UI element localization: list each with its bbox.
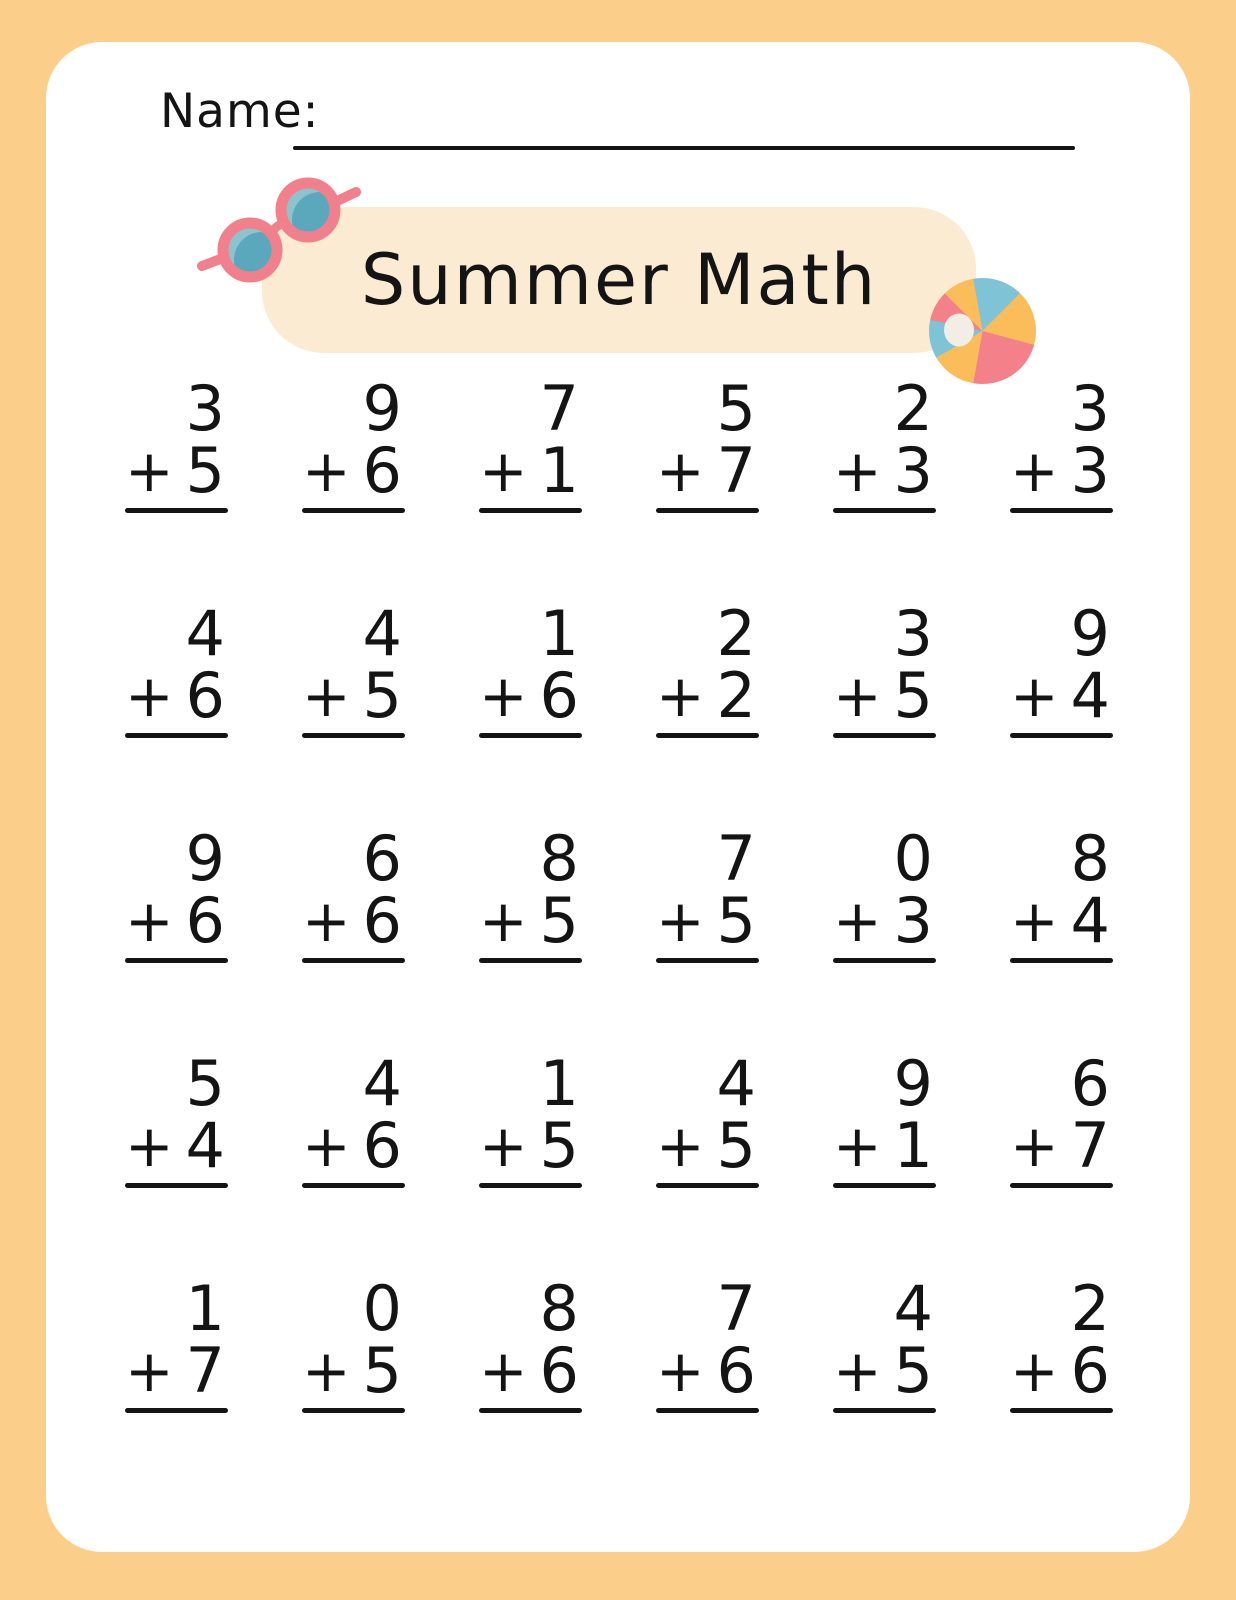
problem — [124, 597, 228, 830]
plus-sign: + — [1009, 887, 1059, 955]
bottom-addend: 5 — [716, 884, 756, 957]
plus-sign: + — [478, 1112, 528, 1180]
problem — [655, 1272, 759, 1505]
plus-sign: + — [655, 662, 705, 730]
answer-line — [302, 1408, 405, 1413]
answer-line — [833, 958, 936, 963]
problem — [124, 1047, 228, 1280]
answer-line — [1010, 958, 1113, 963]
problems-grid — [124, 372, 1113, 1505]
top-addend: 9 — [185, 822, 225, 895]
bottom-addend: 6 — [362, 884, 402, 957]
problem — [655, 1047, 759, 1280]
plus-sign: + — [1009, 437, 1059, 505]
problem — [832, 372, 936, 605]
bottom-addend: 5 — [893, 659, 933, 732]
page-title: Summer Math — [360, 239, 878, 321]
top-addend: 4 — [716, 1047, 756, 1120]
problem — [124, 1272, 228, 1505]
answer-line — [479, 958, 582, 963]
problem — [301, 822, 405, 1055]
answer-line — [656, 508, 759, 513]
plus-sign: + — [655, 1337, 705, 1405]
top-addend: 6 — [1070, 1047, 1110, 1120]
top-addend: 7 — [716, 1272, 756, 1345]
plus-sign: + — [301, 662, 351, 730]
plus-sign: + — [124, 437, 174, 505]
answer-line — [479, 508, 582, 513]
bottom-addend: 4 — [1070, 884, 1110, 957]
bottom-addend: 6 — [1070, 1334, 1110, 1407]
problem — [832, 1047, 936, 1280]
bottom-addend: 6 — [185, 659, 225, 732]
top-addend: 1 — [539, 597, 579, 670]
bottom-addend: 5 — [539, 884, 579, 957]
answer-line — [1010, 733, 1113, 738]
problem — [1009, 597, 1113, 830]
plus-sign: + — [124, 1112, 174, 1180]
problem — [478, 597, 582, 830]
top-addend: 4 — [893, 1272, 933, 1345]
plus-sign: + — [832, 437, 882, 505]
top-addend: 9 — [893, 1047, 933, 1120]
plus-sign: + — [478, 1337, 528, 1405]
bottom-addend: 5 — [539, 1109, 579, 1182]
top-addend: 3 — [893, 597, 933, 670]
bottom-addend: 6 — [539, 1334, 579, 1407]
top-addend: 5 — [716, 372, 756, 445]
answer-line — [833, 508, 936, 513]
top-addend: 1 — [539, 1047, 579, 1120]
top-addend: 7 — [539, 372, 579, 445]
problem — [1009, 1272, 1113, 1505]
plus-sign: + — [301, 887, 351, 955]
top-addend: 2 — [716, 597, 756, 670]
beach-ball-center — [944, 313, 974, 346]
problem — [655, 822, 759, 1055]
problem — [478, 822, 582, 1055]
bottom-addend: 1 — [539, 434, 579, 507]
sunglasses-icon — [178, 162, 383, 302]
bottom-addend: 6 — [185, 884, 225, 957]
top-addend: 8 — [539, 1272, 579, 1345]
top-addend: 3 — [1070, 372, 1110, 445]
top-addend: 7 — [716, 822, 756, 895]
plus-sign: + — [655, 887, 705, 955]
problem — [1009, 1047, 1113, 1280]
bottom-addend: 4 — [185, 1109, 225, 1182]
answer-line — [302, 508, 405, 513]
plus-sign: + — [832, 662, 882, 730]
beach-ball-icon — [929, 278, 1036, 384]
answer-line — [125, 733, 228, 738]
problem — [832, 597, 936, 830]
top-addend: 2 — [893, 372, 933, 445]
bottom-addend: 6 — [716, 1334, 756, 1407]
answer-line — [1010, 1408, 1113, 1413]
plus-sign: + — [301, 1337, 351, 1405]
plus-sign: + — [301, 1112, 351, 1180]
bottom-addend: 5 — [185, 434, 225, 507]
top-addend: 4 — [185, 597, 225, 670]
answer-line — [125, 1183, 228, 1188]
plus-sign: + — [478, 662, 528, 730]
plus-sign: + — [478, 437, 528, 505]
worksheet-page — [46, 42, 1190, 1552]
bottom-addend: 5 — [362, 659, 402, 732]
bottom-addend: 7 — [716, 434, 756, 507]
answer-line — [125, 958, 228, 963]
top-addend: 4 — [362, 1047, 402, 1120]
bottom-addend: 3 — [1070, 434, 1110, 507]
plus-sign: + — [655, 1112, 705, 1180]
top-addend: 5 — [185, 1047, 225, 1120]
bottom-addend: 3 — [893, 884, 933, 957]
top-addend: 0 — [893, 822, 933, 895]
plus-sign: + — [832, 1112, 882, 1180]
answer-line — [833, 1183, 936, 1188]
top-addend: 6 — [362, 822, 402, 895]
plus-sign: + — [1009, 1112, 1059, 1180]
problem — [655, 597, 759, 830]
answer-line — [656, 1408, 759, 1413]
bottom-addend: 5 — [893, 1334, 933, 1407]
problem — [1009, 372, 1113, 605]
problem — [832, 1272, 936, 1505]
problem — [124, 372, 228, 605]
plus-sign: + — [1009, 662, 1059, 730]
answer-line — [656, 733, 759, 738]
problem — [301, 1272, 405, 1505]
top-addend: 9 — [1070, 597, 1110, 670]
top-addend: 4 — [362, 597, 402, 670]
problem — [1009, 822, 1113, 1055]
top-addend: 2 — [1070, 1272, 1110, 1345]
answer-line — [1010, 508, 1113, 513]
problem — [478, 372, 582, 605]
answer-line — [125, 1408, 228, 1413]
top-addend: 9 — [362, 372, 402, 445]
top-addend: 0 — [362, 1272, 402, 1345]
problem — [301, 597, 405, 830]
top-addend: 8 — [1070, 822, 1110, 895]
bottom-addend: 4 — [1070, 659, 1110, 732]
top-addend: 3 — [185, 372, 225, 445]
answer-line — [479, 733, 582, 738]
bottom-addend: 7 — [1070, 1109, 1110, 1182]
problem — [832, 822, 936, 1055]
bottom-addend: 6 — [362, 434, 402, 507]
name-line — [293, 146, 1075, 150]
answer-line — [479, 1183, 582, 1188]
bottom-addend: 7 — [185, 1334, 225, 1407]
plus-sign: + — [478, 887, 528, 955]
top-addend: 8 — [539, 822, 579, 895]
top-addend: 1 — [185, 1272, 225, 1345]
problem — [655, 372, 759, 605]
bottom-addend: 3 — [893, 434, 933, 507]
bottom-addend: 5 — [362, 1334, 402, 1407]
problem — [478, 1047, 582, 1280]
bottom-addend: 2 — [716, 659, 756, 732]
answer-line — [833, 1408, 936, 1413]
plus-sign: + — [1009, 1337, 1059, 1405]
answer-line — [656, 1183, 759, 1188]
plus-sign: + — [832, 1337, 882, 1405]
answer-line — [656, 958, 759, 963]
answer-line — [302, 958, 405, 963]
bottom-addend: 6 — [539, 659, 579, 732]
answer-line — [1010, 1183, 1113, 1188]
problem — [478, 1272, 582, 1505]
bottom-addend: 6 — [362, 1109, 402, 1182]
bottom-addend: 5 — [716, 1109, 756, 1182]
problem — [301, 372, 405, 605]
plus-sign: + — [655, 437, 705, 505]
bottom-addend: 1 — [893, 1109, 933, 1182]
problem — [301, 1047, 405, 1280]
plus-sign: + — [301, 437, 351, 505]
name-label: Name: — [160, 84, 320, 139]
answer-line — [125, 508, 228, 513]
answer-line — [302, 733, 405, 738]
plus-sign: + — [124, 1337, 174, 1405]
answer-line — [479, 1408, 582, 1413]
answer-line — [302, 1183, 405, 1188]
problem — [124, 822, 228, 1055]
plus-sign: + — [832, 887, 882, 955]
plus-sign: + — [124, 887, 174, 955]
answer-line — [833, 733, 936, 738]
plus-sign: + — [124, 662, 174, 730]
